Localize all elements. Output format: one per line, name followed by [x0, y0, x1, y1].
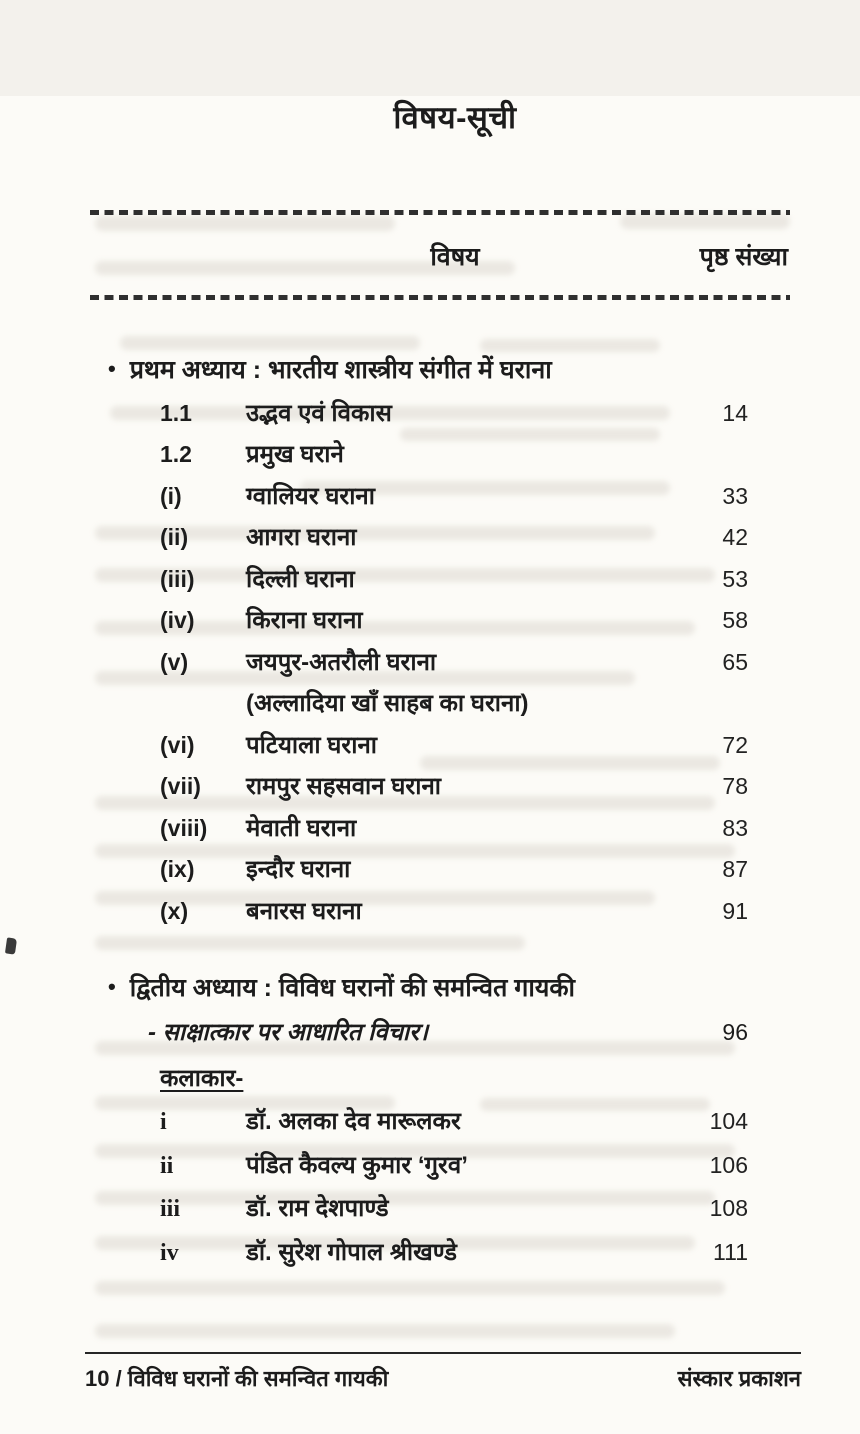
- toc-item-number: (i): [160, 482, 182, 509]
- toc-row: [90, 523, 790, 552]
- chapter-2-heading: [90, 970, 790, 1004]
- chapter-1-heading-text: प्रथम अध्याय : भारतीय शास्त्रीय संगीत में घराना: [129, 356, 552, 384]
- scanned-book-page: [0, 96, 860, 1434]
- artist-page: 108: [709, 1195, 748, 1221]
- toc-row: [90, 814, 790, 843]
- interview-note-row: [90, 1018, 790, 1047]
- toc-item-page: 78: [722, 773, 748, 799]
- artist-number: iii: [160, 1196, 181, 1222]
- toc-item-label: उद्भव एवं विकास: [246, 399, 392, 427]
- page-footer: [85, 1352, 801, 1393]
- toc-item-number: (iv): [160, 607, 195, 633]
- column-header-row: [90, 239, 790, 275]
- artist-page: 111: [713, 1238, 748, 1265]
- artists-group-label: कलाकार-: [160, 1064, 244, 1092]
- toc-item-number: (v): [160, 648, 189, 675]
- toc-row: [90, 772, 790, 801]
- toc-item-number: (ii): [160, 524, 189, 550]
- artist-row: [90, 1107, 790, 1137]
- toc-content: [0, 96, 860, 1268]
- column-header-subject: विषय: [430, 243, 480, 271]
- toc-item-label: दिल्ली घराना: [246, 565, 355, 593]
- toc-item-page: 53: [722, 565, 748, 592]
- artists-list: [90, 1107, 790, 1268]
- toc-item-number: 1.2: [160, 441, 192, 467]
- toc-item-number: (viii): [160, 814, 208, 841]
- toc-item-label: मेवाती घराना: [246, 814, 357, 842]
- footer-left-running-title: 10 / विविध घरानों की समन्वित गायकी: [85, 1366, 389, 1391]
- artist-page: 106: [709, 1151, 748, 1178]
- footer-right-publisher: संस्कार प्रकाशन: [677, 1366, 801, 1391]
- toc-item-page: 72: [722, 731, 748, 758]
- toc-row: [90, 399, 790, 428]
- toc-row: [90, 897, 790, 926]
- toc-row: [90, 482, 790, 511]
- toc-item-number: (iii): [160, 565, 195, 592]
- artist-number: i: [160, 1109, 167, 1135]
- toc-item-label: ग्वालियर घराना: [246, 482, 375, 510]
- toc-item-page: 42: [722, 524, 748, 550]
- toc-row: [90, 565, 790, 594]
- toc-row: [90, 440, 790, 469]
- chapter-1-section: [90, 352, 790, 926]
- artist-page: 104: [709, 1108, 748, 1134]
- toc-item-subnote: (अल्लादिया खाँ साहब का घराना): [246, 690, 529, 717]
- toc-row: [90, 606, 790, 635]
- toc-item-label: पटियाला घराना: [246, 731, 377, 759]
- interview-note-label: - साक्षात्कार पर आधारित विचार।: [148, 1018, 429, 1046]
- artist-row: [90, 1238, 790, 1268]
- toc-item-number: (vi): [160, 731, 195, 758]
- toc-item-page: 65: [722, 648, 748, 675]
- artist-number: iv: [160, 1239, 179, 1266]
- toc-item-label: इन्दौर घराना: [246, 856, 351, 883]
- artist-name: डॉ. सुरेश गोपाल श्रीखण्डे: [246, 1238, 458, 1266]
- toc-item-page: 91: [722, 897, 748, 924]
- toc-item-label: प्रमुख घराने: [246, 441, 344, 468]
- toc-item-page: 87: [722, 856, 748, 882]
- toc-row: [90, 855, 790, 884]
- toc-item-page: 83: [722, 814, 748, 841]
- artist-name: पंडित कैवल्य कुमार ‘गुरव’: [246, 1151, 468, 1179]
- bullet-icon: •: [108, 973, 116, 999]
- toc-item-page: 58: [722, 607, 748, 633]
- chapter-2-section: [90, 970, 790, 1268]
- toc-item-number: (vii): [160, 773, 201, 799]
- artist-name: डॉ. राम देशपाण्डे: [246, 1195, 389, 1222]
- toc-item-page: 14: [722, 399, 748, 426]
- artist-number: ii: [160, 1152, 174, 1179]
- toc-item-number: (ix): [160, 856, 195, 882]
- toc-item-number: 1.1: [160, 399, 192, 426]
- bullet-icon: •: [108, 356, 116, 381]
- artist-row: [90, 1151, 790, 1181]
- page-title: विषय-सूची: [393, 100, 517, 135]
- toc-row: [90, 648, 790, 677]
- toc-item-label: जयपुर-अतरौली घराना: [246, 648, 437, 676]
- dashed-rule-bottom: [90, 295, 790, 300]
- interview-note-page: 96: [722, 1018, 748, 1045]
- toc-item-number: (x): [160, 897, 189, 924]
- artist-row: [90, 1194, 790, 1224]
- toc-item-label: किराना घराना: [246, 607, 363, 634]
- toc-item-label: रामपुर सहसवान घराना: [246, 773, 441, 800]
- column-header-page-number: पृष्ठ संख्या: [699, 243, 788, 271]
- chapter-2-heading-text: द्वितीय अध्याय : विविध घरानों की समन्वित गायकी: [129, 973, 576, 1002]
- dashed-rule-top: [90, 210, 790, 215]
- toc-item-page: 33: [722, 482, 748, 509]
- toc-item-label: बनारस घराना: [246, 897, 362, 925]
- artist-name: डॉ. अलका देव मारूलकर: [246, 1108, 461, 1135]
- chapter-1-heading: [90, 352, 790, 386]
- toc-item-label: आगरा घराना: [246, 524, 357, 551]
- toc-row: [90, 731, 790, 760]
